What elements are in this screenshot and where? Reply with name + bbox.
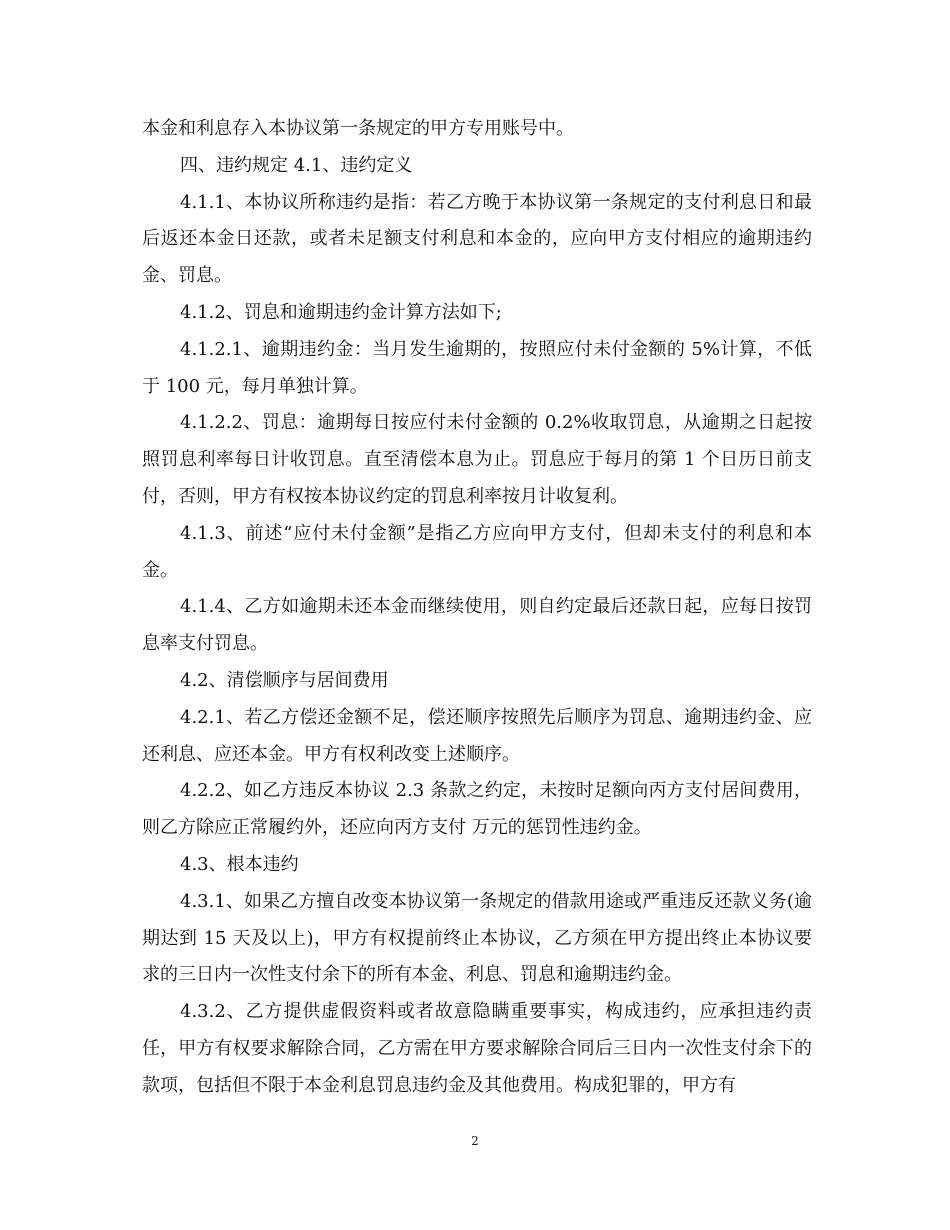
- paragraph-12: 4.3、根本违约: [180, 853, 299, 875]
- paragraph-13: 4.3.1、如果乙方擅自改变本协议第一条规定的借款用途或严重违反还款义务(逾期达到 15 天及以上)，甲方有权提前终止本协议，乙方须在甲方提出终止本协议要求的三日内一次性支付余下的所有本金、利息、罚息和逾期违约金。: [142, 890, 812, 986]
- paragraph-4: 4.1.2、罚息和逾期违约金计算方法如下;: [180, 301, 502, 323]
- paragraph-10: 4.2.1、若乙方偿还金额不足，偿还顺序按照先后顺序为罚息、逾期违约金、应还利息、应还本金。甲方有权利改变上述顺序。: [142, 706, 812, 765]
- page-number: 2: [471, 1134, 479, 1148]
- paragraph-2: 四、违约规定 4.1、违约定义: [180, 154, 413, 176]
- paragraph-8: 4.1.4、乙方如逾期未还本金而继续使用，则自约定最后还款日起，应每日按罚息率支付罚息。: [142, 596, 812, 655]
- paragraph-7: 4.1.3、前述“应付未付金额”是指乙方应向甲方支付，但却未支付的利息和本金。: [142, 522, 812, 581]
- paragraph-6: 4.1.2.2、罚息：逾期每日按应付未付金额的 0.2%收取罚息，从逾期之日起按照罚息利率每日计收罚息。直至清偿本息为止。罚息应于每月的第 1 个日历日前支付，否则，甲方有权按本协议约定的罚息利率按月计收复利。: [142, 412, 812, 507]
- paragraph-11: 4.2.2、如乙方违反本协议 2.3 条款之约定，未按时足额向丙方支付居间费用，则乙方除应正常履约外，还应向丙方支付 万元的惩罚性违约金。: [142, 780, 812, 839]
- paragraph-9: 4.2、清偿顺序与居间费用: [180, 669, 389, 691]
- paragraph-14: 4.3.2、乙方提供虚假资料或者故意隐瞒重要事实，构成违约，应承担违约责任，甲方有权要求解除合同，乙方需在甲方要求解除合同后三日内一次性支付余下的款项，包括但不限于本金利息罚息违约金及其他费用。构成犯罪的，甲方有: [142, 1001, 812, 1096]
- paragraph-3: 4.1.1、本协议所称违约是指：若乙方晚于本协议第一条规定的支付利息日和最后返还本金日还款，或者未足额支付利息和本金的，应向甲方支付相应的逾期违约金、罚息。: [142, 191, 812, 287]
- document-body: [142, 111, 812, 1105]
- paragraph-5: 4.1.2.1、逾期违约金：当月发生逾期的，按照应付未付金额的 5%计算，不低于 100 元，每月单独计算。: [142, 338, 812, 397]
- paragraph-1: 本金和利息存入本协议第一条规定的甲方专用账号中。: [142, 118, 574, 139]
